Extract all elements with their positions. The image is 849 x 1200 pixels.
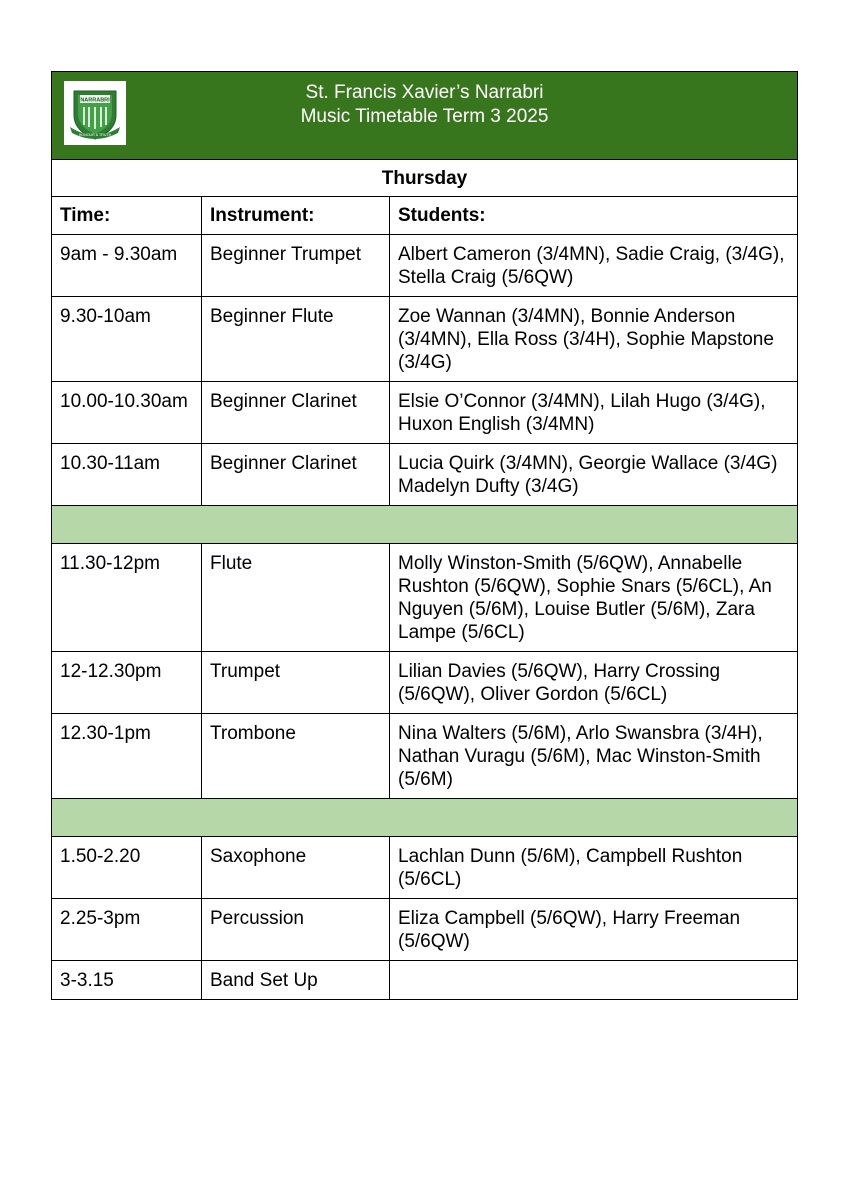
- students-cell: Eliza Campbell (5/6QW), Harry Freeman (5/6QW): [390, 899, 798, 961]
- time-cell: 11.30-12pm: [52, 544, 202, 652]
- students-cell: Elsie O’Connor (3/4MN), Lilah Hugo (3/4G), Huxon English (3/4MN): [390, 382, 798, 444]
- instrument-cell: Beginner Trumpet: [202, 235, 390, 297]
- timetable: [51, 71, 798, 1000]
- time-cell: 9am - 9.30am: [52, 235, 202, 297]
- instrument-cell: Trumpet: [202, 652, 390, 714]
- instrument-cell: Beginner Clarinet: [202, 382, 390, 444]
- time-cell: 3-3.15: [52, 961, 202, 1000]
- instrument-cell: Saxophone: [202, 837, 390, 899]
- svg-text:HONOUR & TRUTH: HONOUR & TRUTH: [78, 133, 112, 137]
- time-cell: 2.25-3pm: [52, 899, 202, 961]
- table-row: [52, 297, 798, 382]
- time-cell: 9.30-10am: [52, 297, 202, 382]
- time-column-header: Time:: [52, 197, 202, 235]
- day-row: [52, 160, 798, 197]
- table-row: [52, 837, 798, 899]
- students-cell: Albert Cameron (3/4MN), Sadie Craig, (3/4G), Stella Craig (5/6QW): [390, 235, 798, 297]
- break-cell: [52, 506, 798, 544]
- students-column-header: Students:: [390, 197, 798, 235]
- svg-text:NARRABRI: NARRABRI: [80, 97, 110, 104]
- header-text: [52, 72, 797, 129]
- header-row: [52, 72, 798, 160]
- table-row: [52, 899, 798, 961]
- break-cell: [52, 799, 798, 837]
- column-header-row: [52, 197, 798, 235]
- time-cell: 12-12.30pm: [52, 652, 202, 714]
- instrument-cell: Beginner Flute: [202, 297, 390, 382]
- instrument-cell: Trombone: [202, 714, 390, 799]
- time-cell: 1.50-2.20: [52, 837, 202, 899]
- school-name: St. Francis Xavier’s Narrabri: [305, 82, 544, 103]
- students-cell: [390, 961, 798, 1000]
- table-row: [52, 714, 798, 799]
- instrument-cell: Band Set Up: [202, 961, 390, 1000]
- students-cell: Molly Winston-Smith (5/6QW), Annabelle Rushton (5/6QW), Sophie Snars (5/6CL), An Nguyen (5/6M), Louise Butler (5/6M), Zara Lampe (5/6CL): [390, 544, 798, 652]
- instrument-column-header: Instrument:: [202, 197, 390, 235]
- instrument-cell: Percussion: [202, 899, 390, 961]
- students-cell: Lucia Quirk (3/4MN), Georgie Wallace (3/4G) Madelyn Dufty (3/4G): [390, 444, 798, 506]
- table-row: [52, 652, 798, 714]
- day-label: Thursday: [52, 160, 798, 197]
- school-logo: [64, 81, 126, 145]
- table-row: [52, 382, 798, 444]
- table-row: [52, 961, 798, 1000]
- school-crest-icon: [66, 83, 124, 143]
- break-row: [52, 506, 798, 544]
- time-cell: 10.30-11am: [52, 444, 202, 506]
- students-cell: Lachlan Dunn (5/6M), Campbell Rushton (5/6CL): [390, 837, 798, 899]
- students-cell: Nina Walters (5/6M), Arlo Swansbra (3/4H), Nathan Vuragu (5/6M), Mac Winston-Smith (5/6M): [390, 714, 798, 799]
- instrument-cell: Beginner Clarinet: [202, 444, 390, 506]
- table-row: [52, 544, 798, 652]
- break-row: [52, 799, 798, 837]
- students-cell: Zoe Wannan (3/4MN), Bonnie Anderson (3/4MN), Ella Ross (3/4H), Sophie Mapstone (3/4G): [390, 297, 798, 382]
- header-cell: [52, 72, 798, 160]
- table-row: [52, 444, 798, 506]
- students-cell: Lilian Davies (5/6QW), Harry Crossing (5/6QW), Oliver Gordon (5/6CL): [390, 652, 798, 714]
- timetable-subtitle: Music Timetable Term 3 2025: [300, 106, 549, 127]
- time-cell: 10.00-10.30am: [52, 382, 202, 444]
- table-row: [52, 235, 798, 297]
- time-cell: 12.30-1pm: [52, 714, 202, 799]
- instrument-cell: Flute: [202, 544, 390, 652]
